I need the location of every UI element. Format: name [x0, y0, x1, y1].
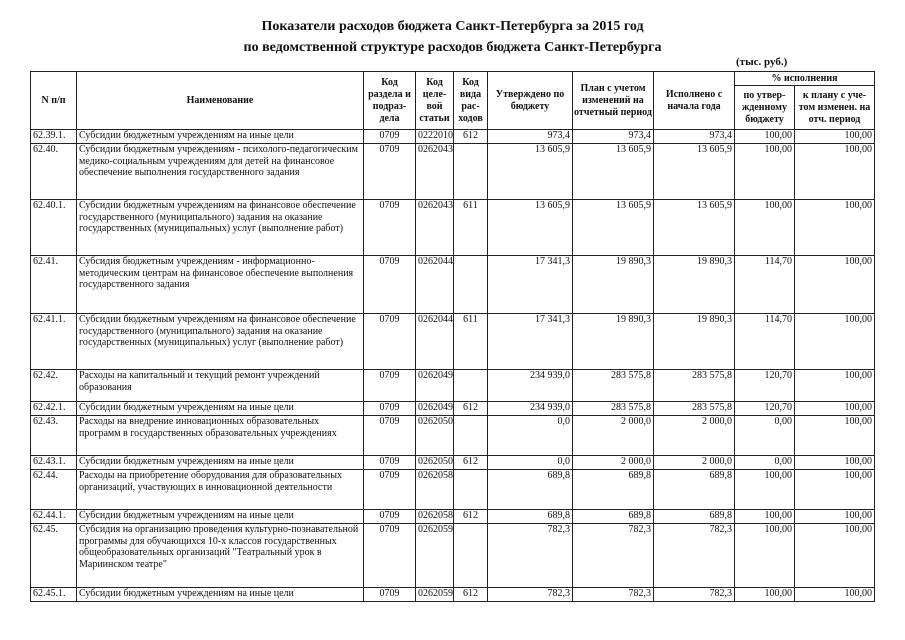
table-row — [31, 200, 875, 256]
cell-num: 62.43. — [31, 416, 77, 456]
cell-executed: 782,3 — [654, 588, 735, 602]
table-body — [31, 130, 875, 602]
cell-num: 62.41. — [31, 256, 77, 314]
cell-num: 62.42. — [31, 370, 77, 402]
cell-plan: 19 890,3 — [573, 314, 654, 370]
header-pct-plan: к плану с уче-том изменен. на отч. период — [795, 86, 875, 130]
cell-target: 0262058 — [416, 510, 454, 524]
cell-section: 0709 — [364, 588, 416, 602]
cell-target: 0262059 — [416, 524, 454, 588]
cell-section: 0709 — [364, 524, 416, 588]
cell-approved: 234 939,0 — [488, 370, 573, 402]
cell-target: 0262044 — [416, 314, 454, 370]
cell-num: 62.43.1. — [31, 456, 77, 470]
cell-section: 0709 — [364, 256, 416, 314]
cell-section: 0709 — [364, 314, 416, 370]
table-row — [31, 314, 875, 370]
header-plan: План с учетом изменений на отчетный период — [573, 72, 654, 130]
cell-name: Субсидии бюджетным учреждениям на иные цели — [77, 456, 364, 470]
cell-num: 62.42.1. — [31, 402, 77, 416]
cell-target: 0262049 — [416, 370, 454, 402]
cell-executed: 19 890,3 — [654, 314, 735, 370]
cell-pct-approved: 0,00 — [735, 456, 795, 470]
cell-approved: 689,8 — [488, 470, 573, 510]
cell-pct-approved: 100,00 — [735, 524, 795, 588]
cell-plan: 2 000,0 — [573, 456, 654, 470]
header-pct-group: % исполнения — [735, 72, 875, 86]
cell-executed: 19 890,3 — [654, 256, 735, 314]
header-target: Код целе-вой статьи — [416, 72, 454, 130]
cell-plan: 13 605,9 — [573, 144, 654, 200]
cell-kind — [454, 416, 488, 456]
cell-pct-plan: 100,00 — [795, 370, 875, 402]
cell-kind: 612 — [454, 402, 488, 416]
cell-kind — [454, 470, 488, 510]
cell-name: Субсидии бюджетным учреждениям на финансовое обеспечение государственного (муниципального) задания на оказание государственных (муниципальных) услуг (выполнение работ) — [77, 314, 364, 370]
cell-name: Субсидии бюджетным учреждениям на иные цели — [77, 130, 364, 144]
cell-pct-plan: 100,00 — [795, 402, 875, 416]
cell-section: 0709 — [364, 200, 416, 256]
cell-section: 0709 — [364, 130, 416, 144]
cell-pct-approved: 114,70 — [735, 256, 795, 314]
cell-plan: 782,3 — [573, 524, 654, 588]
cell-kind: 612 — [454, 510, 488, 524]
cell-target: 0262049 — [416, 402, 454, 416]
cell-name: Расходы на приобретение оборудования для образовательных организаций, участвующих в инновационной деятельности — [77, 470, 364, 510]
cell-executed: 782,3 — [654, 524, 735, 588]
cell-pct-plan: 100,00 — [795, 456, 875, 470]
cell-pct-plan: 100,00 — [795, 416, 875, 456]
cell-executed: 689,8 — [654, 510, 735, 524]
cell-pct-plan: 100,00 — [795, 510, 875, 524]
report-title: Показатели расходов бюджета Санкт-Петербурга за 2015 год — [261, 19, 644, 34]
cell-pct-approved: 100,00 — [735, 588, 795, 602]
cell-pct-plan: 100,00 — [795, 314, 875, 370]
table-row — [31, 470, 875, 510]
table-row — [31, 144, 875, 200]
cell-kind: 612 — [454, 456, 488, 470]
cell-pct-plan: 100,00 — [795, 130, 875, 144]
cell-name: Расходы на капитальный и текущий ремонт учреждений образования — [77, 370, 364, 402]
cell-section: 0709 — [364, 402, 416, 416]
cell-name: Субсидии бюджетным учреждениям - психолого-педагогическим медико-социальным учреждениям для детей на финансовое обеспечение выполнения государственного задания — [77, 144, 364, 200]
cell-section: 0709 — [364, 456, 416, 470]
cell-approved: 17 341,3 — [488, 256, 573, 314]
table-row — [31, 256, 875, 314]
cell-executed: 13 605,9 — [654, 144, 735, 200]
cell-kind — [454, 524, 488, 588]
cell-kind: 611 — [454, 200, 488, 256]
cell-executed: 2 000,0 — [654, 416, 735, 456]
cell-plan: 13 605,9 — [573, 200, 654, 256]
header-approved: Утверждено по бюджету — [488, 72, 573, 130]
cell-executed: 13 605,9 — [654, 200, 735, 256]
cell-target: 0262043 — [416, 144, 454, 200]
cell-executed: 283 575,8 — [654, 370, 735, 402]
cell-target: 0262059 — [416, 588, 454, 602]
cell-plan: 19 890,3 — [573, 256, 654, 314]
cell-num: 62.44.1. — [31, 510, 77, 524]
cell-target: 0222010 — [416, 130, 454, 144]
cell-approved: 0,0 — [488, 456, 573, 470]
header-kind: Код вида рас-ходов — [454, 72, 488, 130]
cell-executed: 689,8 — [654, 470, 735, 510]
cell-plan: 283 575,8 — [573, 402, 654, 416]
cell-target: 0262058 — [416, 470, 454, 510]
cell-num: 62.41.1. — [31, 314, 77, 370]
cell-pct-approved: 120,70 — [735, 370, 795, 402]
cell-name: Субсидии бюджетным учреждениям на финансовое обеспечение государственного (муниципального) задания на оказание государственных (муниципальных) услуг (выполнение работ) — [77, 200, 364, 256]
table-row — [31, 416, 875, 456]
cell-pct-approved: 120,70 — [735, 402, 795, 416]
cell-target: 0262050 — [416, 416, 454, 456]
table-row — [31, 524, 875, 588]
header-num: N п/п — [31, 72, 77, 130]
cell-plan: 283 575,8 — [573, 370, 654, 402]
header-executed: Исполнено с начала года — [654, 72, 735, 130]
cell-executed: 973,4 — [654, 130, 735, 144]
cell-name: Субсидия на организацию проведения культурно-познавательной программы для обучающихся 10-х классов государственных общеобразовательных организаций "Театральный урок в Мариинском театре" — [77, 524, 364, 588]
cell-num: 62.45. — [31, 524, 77, 588]
cell-approved: 689,8 — [488, 510, 573, 524]
cell-approved: 0,0 — [488, 416, 573, 456]
cell-pct-approved: 100,00 — [735, 130, 795, 144]
header-section: Код раздела и подраз-дела — [364, 72, 416, 130]
cell-pct-approved: 0,00 — [735, 416, 795, 456]
cell-pct-plan: 100,00 — [795, 588, 875, 602]
cell-approved: 17 341,3 — [488, 314, 573, 370]
cell-kind — [454, 144, 488, 200]
table-row — [31, 456, 875, 470]
table-row — [31, 588, 875, 602]
cell-name: Субсидии бюджетным учреждениям на иные цели — [77, 402, 364, 416]
report-subtitle: по ведомственной структуре расходов бюджета Санкт-Петербурга — [243, 40, 662, 55]
budget-table — [30, 71, 875, 602]
cell-section: 0709 — [364, 510, 416, 524]
cell-plan: 973,4 — [573, 130, 654, 144]
cell-plan: 2 000,0 — [573, 416, 654, 456]
cell-pct-approved: 100,00 — [735, 144, 795, 200]
cell-pct-plan: 100,00 — [795, 470, 875, 510]
cell-plan: 689,8 — [573, 470, 654, 510]
cell-executed: 283 575,8 — [654, 402, 735, 416]
cell-name: Расходы на внедрение инновационных образовательных программ в государственных образовательных учреждениях — [77, 416, 364, 456]
cell-section: 0709 — [364, 416, 416, 456]
header-name: Наименование — [77, 72, 364, 130]
units-label: (тыс. руб.) — [736, 56, 788, 68]
cell-num: 62.44. — [31, 470, 77, 510]
cell-target: 0262043 — [416, 200, 454, 256]
cell-section: 0709 — [364, 370, 416, 402]
cell-pct-approved: 100,00 — [735, 510, 795, 524]
cell-plan: 689,8 — [573, 510, 654, 524]
header-pct-approved: по утвер-жденному бюджету — [735, 86, 795, 130]
cell-target: 0262044 — [416, 256, 454, 314]
cell-pct-approved: 114,70 — [735, 314, 795, 370]
cell-kind — [454, 256, 488, 314]
cell-section: 0709 — [364, 470, 416, 510]
cell-num: 62.40.1. — [31, 200, 77, 256]
cell-approved: 782,3 — [488, 524, 573, 588]
cell-kind: 612 — [454, 130, 488, 144]
cell-pct-plan: 100,00 — [795, 524, 875, 588]
cell-pct-approved: 100,00 — [735, 200, 795, 256]
table-row — [31, 510, 875, 524]
cell-num: 62.39.1. — [31, 130, 77, 144]
cell-approved: 13 605,9 — [488, 200, 573, 256]
cell-pct-plan: 100,00 — [795, 144, 875, 200]
cell-plan: 782,3 — [573, 588, 654, 602]
cell-kind: 611 — [454, 314, 488, 370]
cell-kind: 612 — [454, 588, 488, 602]
cell-name: Субсидия бюджетным учреждениям - информационно-методическим центрам на финансовое обеспечение выполнения государственного задания — [77, 256, 364, 314]
table-row — [31, 370, 875, 402]
cell-approved: 973,4 — [488, 130, 573, 144]
cell-target: 0262050 — [416, 456, 454, 470]
cell-num: 62.40. — [31, 144, 77, 200]
cell-executed: 2 000,0 — [654, 456, 735, 470]
cell-section: 0709 — [364, 144, 416, 200]
cell-pct-plan: 100,00 — [795, 256, 875, 314]
cell-approved: 782,3 — [488, 588, 573, 602]
cell-approved: 13 605,9 — [488, 144, 573, 200]
table-row — [31, 402, 875, 416]
cell-pct-approved: 100,00 — [735, 470, 795, 510]
cell-name: Субсидии бюджетным учреждениям на иные цели — [77, 510, 364, 524]
cell-num: 62.45.1. — [31, 588, 77, 602]
cell-name: Субсидии бюджетным учреждениям на иные цели — [77, 588, 364, 602]
cell-kind — [454, 370, 488, 402]
cell-pct-plan: 100,00 — [795, 200, 875, 256]
table-row — [31, 130, 875, 144]
cell-approved: 234 939,0 — [488, 402, 573, 416]
